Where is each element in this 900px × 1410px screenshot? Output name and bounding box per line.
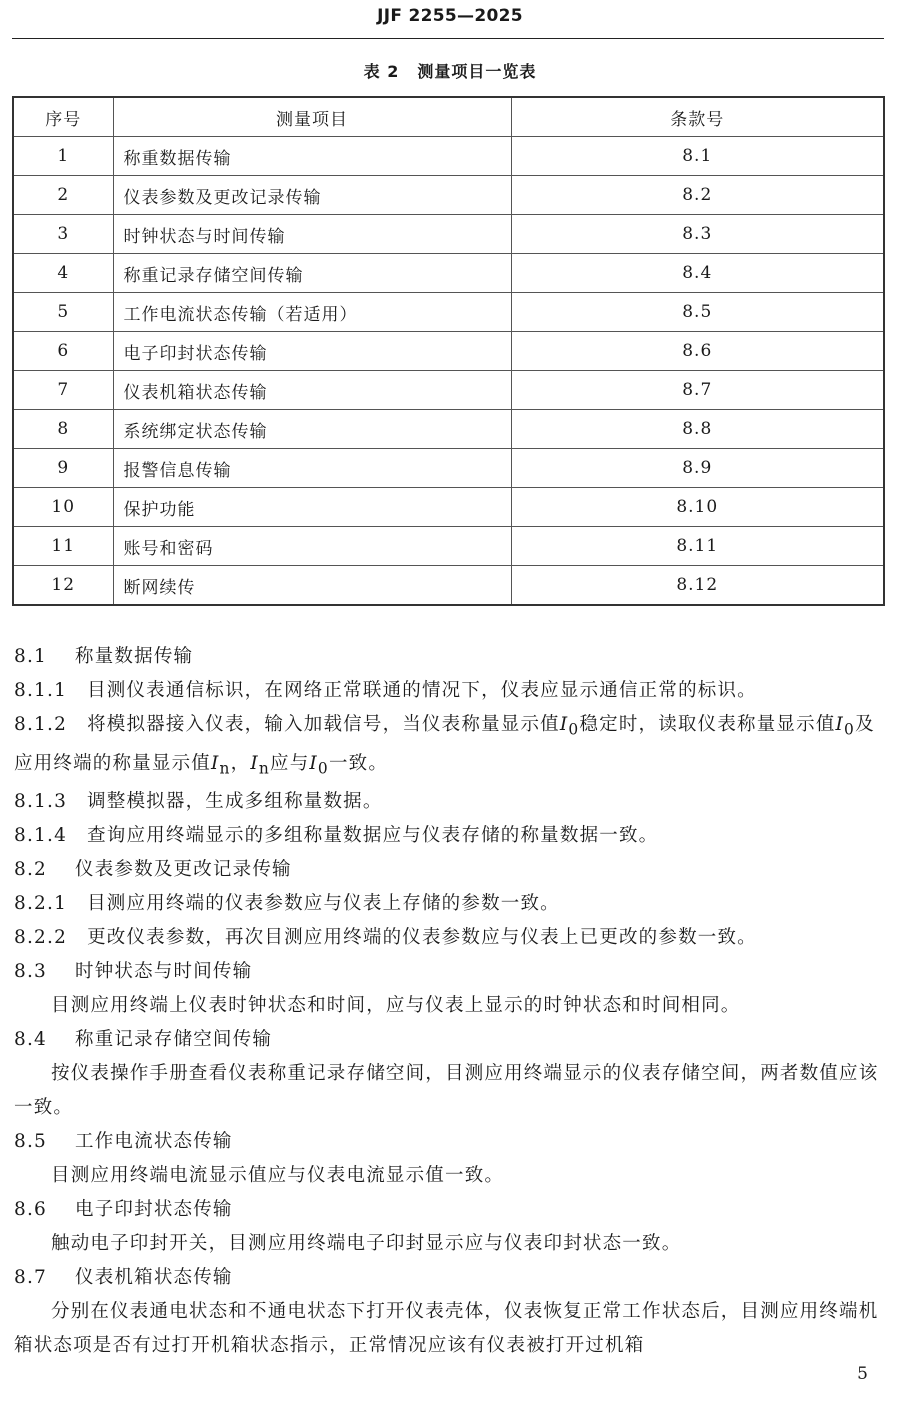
table-body — [13, 137, 884, 606]
clause-text: 将模拟器接入仪表，输入加载信号，当仪表称量显示值 — [87, 714, 560, 735]
table-row — [13, 332, 884, 371]
row-clause-cell: 8.9 — [511, 449, 884, 488]
row-item-cell: 仪表参数及更改记录传输 — [113, 176, 511, 215]
row-item-cell: 账号和密码 — [113, 527, 511, 566]
section-title: 电子印封状态传输 — [75, 1199, 233, 1221]
section-title: 仪表参数及更改记录传输 — [75, 859, 292, 881]
section-number: 8.6 — [14, 1199, 48, 1221]
table-row — [13, 449, 884, 488]
table-row — [13, 215, 884, 254]
variable-symbol: I — [211, 752, 220, 774]
section-heading — [14, 1125, 886, 1159]
section-heading — [14, 1023, 886, 1057]
variable-subscript: 0 — [844, 720, 856, 739]
variable-subscript: n — [219, 759, 231, 778]
page-header: JJF 2255—2025 — [377, 6, 523, 26]
section-body: 目测应用终端电流显示值应与仪表电流显示值一致。 — [51, 1165, 505, 1187]
column-header-index: 序号 — [13, 97, 113, 137]
table-row — [13, 488, 884, 527]
row-index-cell: 7 — [13, 371, 113, 410]
clause-text: 及应用终端的称量显示值 — [14, 714, 875, 774]
clause-paragraph — [14, 674, 886, 708]
row-index-cell: 11 — [13, 527, 113, 566]
row-index-cell: 4 — [13, 254, 113, 293]
row-clause-cell: 8.5 — [511, 293, 884, 332]
table-caption — [0, 60, 900, 84]
row-index-cell: 1 — [13, 137, 113, 176]
section-number: 8.4 — [14, 1029, 48, 1051]
row-clause-cell: 8.3 — [511, 215, 884, 254]
table-row — [13, 566, 884, 606]
row-clause-cell: 8.12 — [511, 566, 884, 606]
row-item-cell: 电子印封状态传输 — [113, 332, 511, 371]
clause-number: 8.1.4 — [14, 825, 68, 847]
table-row — [13, 410, 884, 449]
clause-paragraph — [14, 819, 886, 853]
clause-number: 8.2.2 — [14, 927, 68, 949]
clause-text: 调整模拟器，生成多组称量数据。 — [87, 791, 383, 813]
variable-subscript: 0 — [568, 720, 580, 739]
row-clause-cell: 8.10 — [511, 488, 884, 527]
row-clause-cell: 8.8 — [511, 410, 884, 449]
clause-number: 8.1.3 — [14, 791, 68, 813]
clause-number: 8.1.1 — [14, 680, 68, 701]
variable-symbol: I — [250, 752, 259, 774]
table-row — [13, 527, 884, 566]
clause-paragraph — [14, 887, 886, 921]
row-index-cell: 5 — [13, 293, 113, 332]
table-caption-number: 表 2 — [363, 62, 400, 81]
section-body: 按仪表操作手册查看仪表称重记录存储空间，目测应用终端显示的仪表存储空间，两者数值应该一致。 — [14, 1063, 879, 1119]
variable-symbol: I — [309, 752, 318, 774]
row-item-cell: 报警信息传输 — [113, 449, 511, 488]
table-row — [13, 371, 884, 410]
row-index-cell: 3 — [13, 215, 113, 254]
section-heading — [14, 853, 886, 887]
clause-paragraph — [14, 785, 886, 819]
section-number: 8.3 — [14, 961, 48, 983]
row-item-cell: 称重记录存储空间传输 — [113, 254, 511, 293]
table-caption-title: 测量项目一览表 — [417, 62, 537, 81]
section-heading — [14, 640, 886, 674]
table-row — [13, 176, 884, 215]
row-clause-cell: 8.1 — [511, 137, 884, 176]
variable-subscript: n — [258, 759, 270, 778]
clause-text: 目测应用终端的仪表参数应与仪表上存储的参数一致。 — [87, 893, 560, 915]
row-index-cell: 9 — [13, 449, 113, 488]
section-title: 时钟状态与时间传输 — [75, 961, 253, 983]
section-number: 8.5 — [14, 1131, 48, 1153]
row-item-cell: 断网续传 — [113, 566, 511, 606]
section-title: 称量数据传输 — [75, 646, 194, 667]
row-item-cell: 工作电流状态传输（若适用） — [113, 293, 511, 332]
section-number: 8.7 — [14, 1267, 48, 1289]
row-item-cell: 系统绑定状态传输 — [113, 410, 511, 449]
row-index-cell: 8 — [13, 410, 113, 449]
variable-symbol: I — [835, 714, 845, 735]
clause-text: 目测仪表通信标识，在网络正常联通的情况下，仪表应显示通信正常的标识。 — [87, 680, 757, 701]
clause-text: ， — [230, 752, 251, 774]
clause-text: 更改仪表参数，再次目测应用终端的仪表参数应与仪表上已更改的参数一致。 — [87, 927, 757, 949]
section-title: 仪表机箱状态传输 — [75, 1267, 233, 1289]
clause-number: 8.1.2 — [14, 714, 68, 735]
table-header-row — [13, 97, 884, 137]
page-number: 5 — [857, 1364, 868, 1384]
row-item-cell: 保护功能 — [113, 488, 511, 527]
row-item-cell: 仪表机箱状态传输 — [113, 371, 511, 410]
clause-text: 稳定时，读取仪表称量显示值 — [579, 714, 836, 735]
section-body: 触动电子印封开关，目测应用终端电子印封显示应与仪表印封状态一致。 — [51, 1233, 682, 1255]
section-heading — [14, 1261, 886, 1295]
row-item-cell: 时钟状态与时间传输 — [113, 215, 511, 254]
table-row — [13, 254, 884, 293]
column-header-item: 测量项目 — [113, 97, 511, 137]
variable-subscript: 0 — [317, 759, 329, 778]
row-index-cell: 10 — [13, 488, 113, 527]
row-item-cell: 称重数据传输 — [113, 137, 511, 176]
section-heading — [14, 955, 886, 989]
row-clause-cell: 8.7 — [511, 371, 884, 410]
body-text — [14, 640, 886, 1363]
clause-paragraph — [14, 921, 886, 955]
column-header-clause: 条款号 — [511, 97, 884, 137]
variable-symbol: I — [559, 714, 569, 735]
section-title: 工作电流状态传输 — [75, 1131, 233, 1153]
clause-text: 查询应用终端显示的多组称量数据应与仪表存储的称量数据一致。 — [87, 825, 659, 847]
clause-paragraph — [14, 708, 886, 785]
clause-text: 应与 — [270, 752, 310, 774]
table-row — [13, 293, 884, 332]
clause-text: 一致。 — [328, 752, 389, 774]
row-index-cell: 6 — [13, 332, 113, 371]
measurement-items-table — [12, 96, 885, 606]
row-index-cell: 2 — [13, 176, 113, 215]
section-body: 分别在仪表通电状态和不通电状态下打开仪表壳体，仪表恢复正常工作状态后，目测应用终端机箱状态项是否有过打开机箱状态指示，正常情况应该有仪表被打开过机箱 — [14, 1301, 879, 1357]
row-clause-cell: 8.4 — [511, 254, 884, 293]
clause-number: 8.2.1 — [14, 893, 68, 915]
row-clause-cell: 8.2 — [511, 176, 884, 215]
section-number: 8.2 — [14, 859, 48, 881]
row-index-cell: 12 — [13, 566, 113, 606]
section-number: 8.1 — [14, 646, 48, 667]
section-heading — [14, 1193, 886, 1227]
table-row — [13, 137, 884, 176]
section-title: 称重记录存储空间传输 — [75, 1029, 273, 1051]
header-rule — [12, 38, 884, 39]
row-clause-cell: 8.6 — [511, 332, 884, 371]
section-body: 目测应用终端上仪表时钟状态和时间，应与仪表上显示的时钟状态和时间相同。 — [51, 995, 741, 1017]
row-clause-cell: 8.11 — [511, 527, 884, 566]
